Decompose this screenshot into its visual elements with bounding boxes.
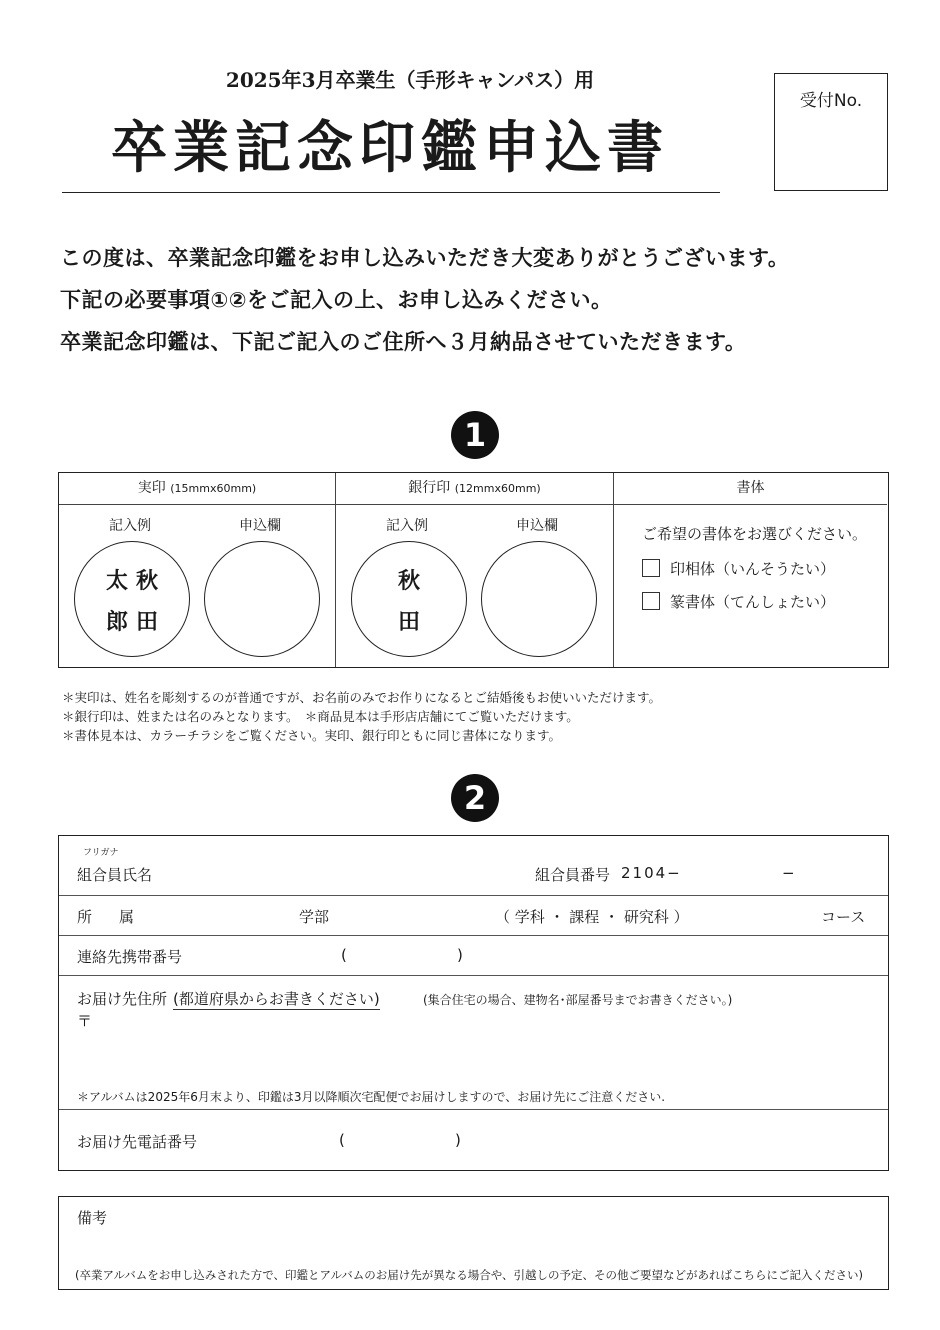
intro-line-2: 下記の必要事項①②をご記入の上、お申し込みください。 xyxy=(60,288,613,312)
seal-char: 太 xyxy=(106,568,129,594)
mobile-paren-open: ( xyxy=(341,946,347,964)
tenshotai-label: 篆書体（てんしょたい） xyxy=(670,593,836,611)
insoutai-checkbox[interactable] xyxy=(642,559,660,577)
jitsuin-example-seal xyxy=(74,541,190,657)
font-question: ご希望の書体をお選びください。 xyxy=(642,525,868,543)
mobile-paren-close: ) xyxy=(457,946,463,964)
seal-char: 秋 xyxy=(398,568,421,594)
font-header: 書体 xyxy=(614,473,887,505)
delivery-phone-label: お届け先電話番号 xyxy=(77,1133,198,1151)
note-line-2: ＊銀行印は、姓または名のみとなります。 ＊商品見本は手形店店舗にてご覧いただけます。 xyxy=(62,709,579,724)
seal-char: 田 xyxy=(136,609,159,635)
ginkou-column xyxy=(336,473,614,667)
faculty-label: 学部 xyxy=(299,908,330,926)
seal-order-table xyxy=(58,472,889,668)
member-number-prefix: 2104− xyxy=(621,864,682,882)
ginkou-example-label: 記入例 xyxy=(386,518,428,534)
seal-char: 田 xyxy=(398,609,421,635)
insoutai-label: 印相体（いんそうたい） xyxy=(670,560,836,578)
seal-char: 秋 xyxy=(136,568,159,594)
album-delivery-note: ＊アルバムは2025年6月末より、印鑑は3月以降順次宅配便でお届けしますので、お届け先にご注意ください. xyxy=(77,1090,666,1104)
member-number-dash: − xyxy=(782,864,795,882)
ginkou-header xyxy=(336,473,613,505)
receipt-number-label: 受付No. xyxy=(799,91,863,111)
phone-paren-close: ) xyxy=(455,1131,461,1149)
title-underline xyxy=(62,192,720,193)
ginkou-size: (12mmx60mm) xyxy=(454,482,541,495)
ginkou-entry-label: 申込欄 xyxy=(516,518,558,534)
course-label: コース xyxy=(821,908,866,926)
row-divider xyxy=(59,895,888,896)
row-divider xyxy=(59,1109,888,1110)
remarks-note: (卒業アルバムをお申し込みされた方で、印鑑とアルバムのお届け先が異なる場合や、引越しの予定、その他ご要望などがあればこちらにご記入ください) xyxy=(75,1268,863,1282)
member-info-table xyxy=(58,835,889,1171)
address-hint: (都道府県からお書きください) xyxy=(173,990,380,1008)
font-column xyxy=(614,473,887,667)
jitsuin-entry-circle[interactable] xyxy=(204,541,320,657)
jitsuin-title: 実印 xyxy=(137,480,166,496)
remarks-label: 備考 xyxy=(77,1209,108,1227)
address-note: (集合住宅の場合、建物名･部屋番号までお書きください。) xyxy=(423,993,733,1007)
jitsuin-column xyxy=(59,473,336,667)
phone-paren-open: ( xyxy=(339,1131,345,1149)
jitsuin-entry-label: 申込欄 xyxy=(239,518,281,534)
ginkou-example-seal xyxy=(351,541,467,657)
intro-line-3: 卒業記念印鑑は、下記ご記入のご住所へ３月納品させていただきます。 xyxy=(60,330,747,354)
form-subtitle: 2025年3月卒業生（手形キャンパス）用 xyxy=(225,68,595,92)
ginkou-title: 銀行印 xyxy=(408,480,451,496)
jitsuin-example-label: 記入例 xyxy=(109,518,151,534)
note-line-3: ＊書体見本は、カラーチラシをご覧ください。実印、銀行印ともに同じ書体になります。 xyxy=(62,728,562,743)
jitsuin-header xyxy=(59,473,335,505)
form-title: 卒業記念印鑑申込書 xyxy=(111,116,669,181)
row-divider xyxy=(59,935,888,936)
mobile-number-label: 連絡先携帯番号 xyxy=(77,948,183,966)
furigana-label: フリガナ xyxy=(83,848,119,858)
seal-char: 郎 xyxy=(106,609,129,635)
note-line-1: ＊実印は、姓名を彫刻するのが普通ですが、お名前のみでお作りになるとご結婚後もお使いいただけます。 xyxy=(62,690,662,705)
receipt-number-box[interactable] xyxy=(774,73,888,191)
row-divider xyxy=(59,975,888,976)
jitsuin-size: (15mmx60mm) xyxy=(170,482,257,495)
section-2-badge: 2 xyxy=(451,774,499,822)
section-1-badge: 1 xyxy=(451,411,499,459)
intro-line-1: この度は、卒業記念印鑑をお申し込みいただき大変ありがとうございます。 xyxy=(60,246,790,270)
tenshotai-checkbox[interactable] xyxy=(642,592,660,610)
department-label: （ 学科 ・ 課程 ・ 研究科 ） xyxy=(495,908,689,926)
address-label: お届け先住所 xyxy=(77,990,168,1008)
affiliation-label: 所 属 xyxy=(77,908,141,926)
remarks-box[interactable] xyxy=(58,1196,889,1290)
member-name-label: 組合員氏名 xyxy=(77,866,153,884)
ginkou-entry-circle[interactable] xyxy=(481,541,597,657)
postal-mark: 〒 xyxy=(77,1012,93,1030)
member-number-label: 組合員番号 xyxy=(535,866,611,884)
